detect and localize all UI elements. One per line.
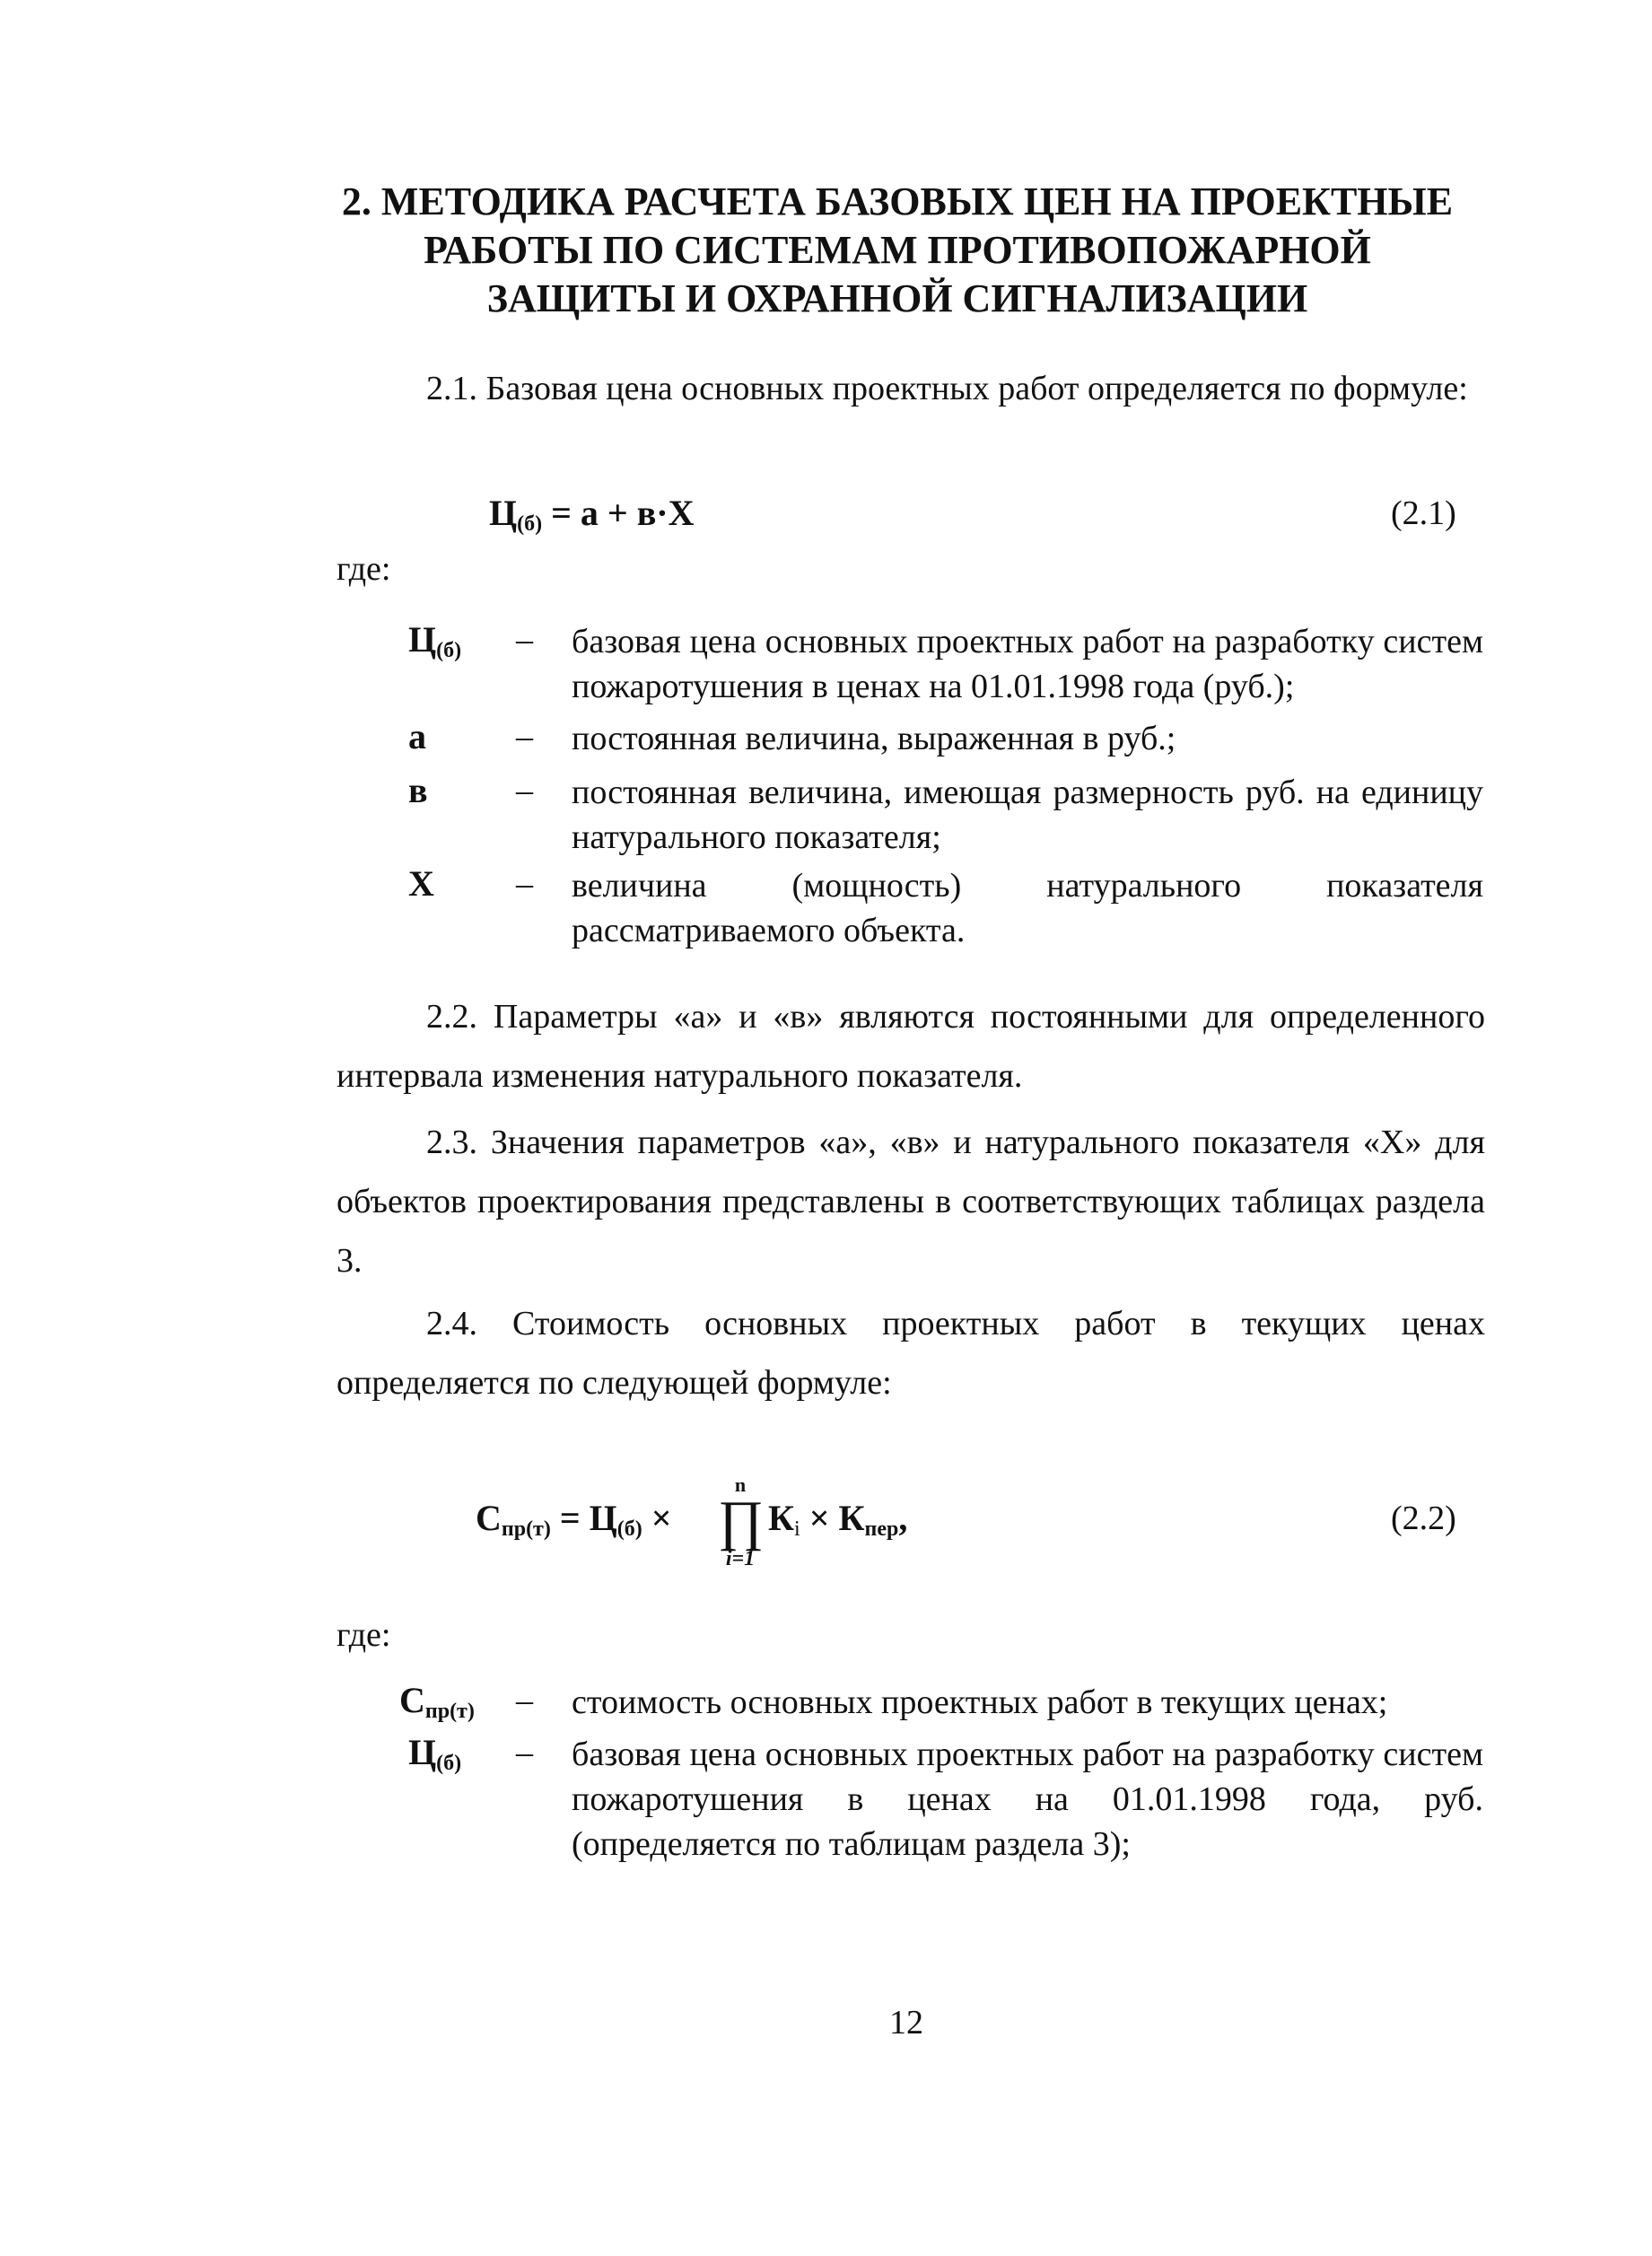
formula2-eq: = Ц — [559, 1498, 617, 1538]
definition-dash: – — [516, 1734, 533, 1771]
formula2-kper-sub: пер — [864, 1517, 899, 1541]
formula2-times2: × К — [809, 1498, 865, 1538]
definition-text: величина (мощность) натурального показателя рассматриваемого объекта. — [572, 867, 1483, 949]
definition-text: базовая цена основных проектных работ на разработку систем пожаротушения в ценах на 01.01.1998 года (руб.); — [572, 623, 1483, 705]
definition-symbol: в — [408, 770, 428, 810]
formula2-times: × — [651, 1498, 672, 1538]
title-line-3: ЗАЩИТЫ И ОХРАННОЙ СИГНАЛИЗАЦИИ — [486, 276, 1308, 320]
formula2-lhs: С — [476, 1498, 502, 1538]
product-upper-limit: n — [734, 1473, 747, 1496]
product-operator — [718, 1475, 763, 1570]
formula-number-2-2: (2.2) — [1391, 1500, 1456, 1537]
definition-text: постоянная величина, выраженная в руб.; — [572, 720, 1176, 757]
where-label: где: — [337, 550, 391, 588]
definition-text: стоимость основных проектных работ в текущих ценах; — [572, 1683, 1388, 1721]
definition-symbol: $С_{пр(т)}$ — [399, 1680, 475, 1723]
where-label-2: где: — [337, 1616, 391, 1654]
definition-dash: – — [516, 1682, 533, 1719]
definition-dash: – — [516, 621, 533, 659]
definition-symbol: Х — [408, 863, 434, 904]
definition-dash: – — [516, 772, 533, 809]
definition-text: базовая цена основных проектных работ на разработку систем пожаротушения в ценах на 01.01.1998 года, руб. (определяется по таблицам раздела 3); — [572, 1736, 1483, 1863]
paragraph-2-2: 2.2. Параметры «а» и «в» являются постоянными для определенного интервала изменения натурального показателя. — [337, 998, 1485, 1095]
paragraph-2-4: 2.4. Стоимость основных проектных работ в текущих ценах определяется по следующей формуле: — [337, 1305, 1485, 1402]
formula-2-2 — [476, 1497, 672, 1542]
product-lower-limit: i=1 — [725, 1547, 756, 1570]
definition-text: постоянная величина, имеющая размерность руб. на единицу натурального показателя; — [572, 774, 1483, 856]
formula2-ts-sub: (б) — [616, 1517, 642, 1541]
title-line-1: 2. МЕТОДИКА РАСЧЕТА БАЗОВЫХ ЦЕН НА ПРОЕКТНЫЕ — [341, 179, 1454, 223]
title-line-2: РАБОТЫ ПО СИСТЕМАМ ПРОТИВОПОЖАРНОЙ — [424, 228, 1371, 272]
paragraph-2-1: 2.1. Базовая цена основных проектных работ определяется по формуле: — [426, 370, 1468, 407]
page-number: 12 — [889, 2004, 923, 2042]
formula-number-2-1: (2.1) — [1391, 494, 1456, 532]
formula2-lhs-sub: пр(т) — [501, 1517, 551, 1541]
formula-lhs-sub: (б) — [517, 512, 543, 536]
formula-2-1 — [489, 492, 695, 537]
formula2-comma: , — [898, 1498, 908, 1538]
formula2-k-sub: i — [794, 1517, 800, 1541]
definition-dash: – — [516, 865, 533, 903]
formula2-k: К — [768, 1498, 795, 1538]
definition-symbol: $Ц_{(б)}$ — [408, 619, 462, 662]
paragraph-2-3: 2.3. Значения параметров «а», «в» и натурального показателя «Х» для объектов проектирования представлены в соответствующих таблицах раздела 3. — [337, 1124, 1485, 1280]
formula-rhs: = а + в·Х — [551, 493, 695, 533]
product-symbol: ∏ — [718, 1491, 765, 1552]
definition-dash: – — [516, 718, 533, 756]
formula-2-2-tail — [768, 1497, 907, 1542]
section-title — [323, 178, 1472, 323]
definition-symbol: а — [408, 716, 426, 756]
definition-symbol: $Ц_{(б)}$ — [408, 1732, 462, 1775]
formula-lhs: Ц — [489, 493, 518, 533]
